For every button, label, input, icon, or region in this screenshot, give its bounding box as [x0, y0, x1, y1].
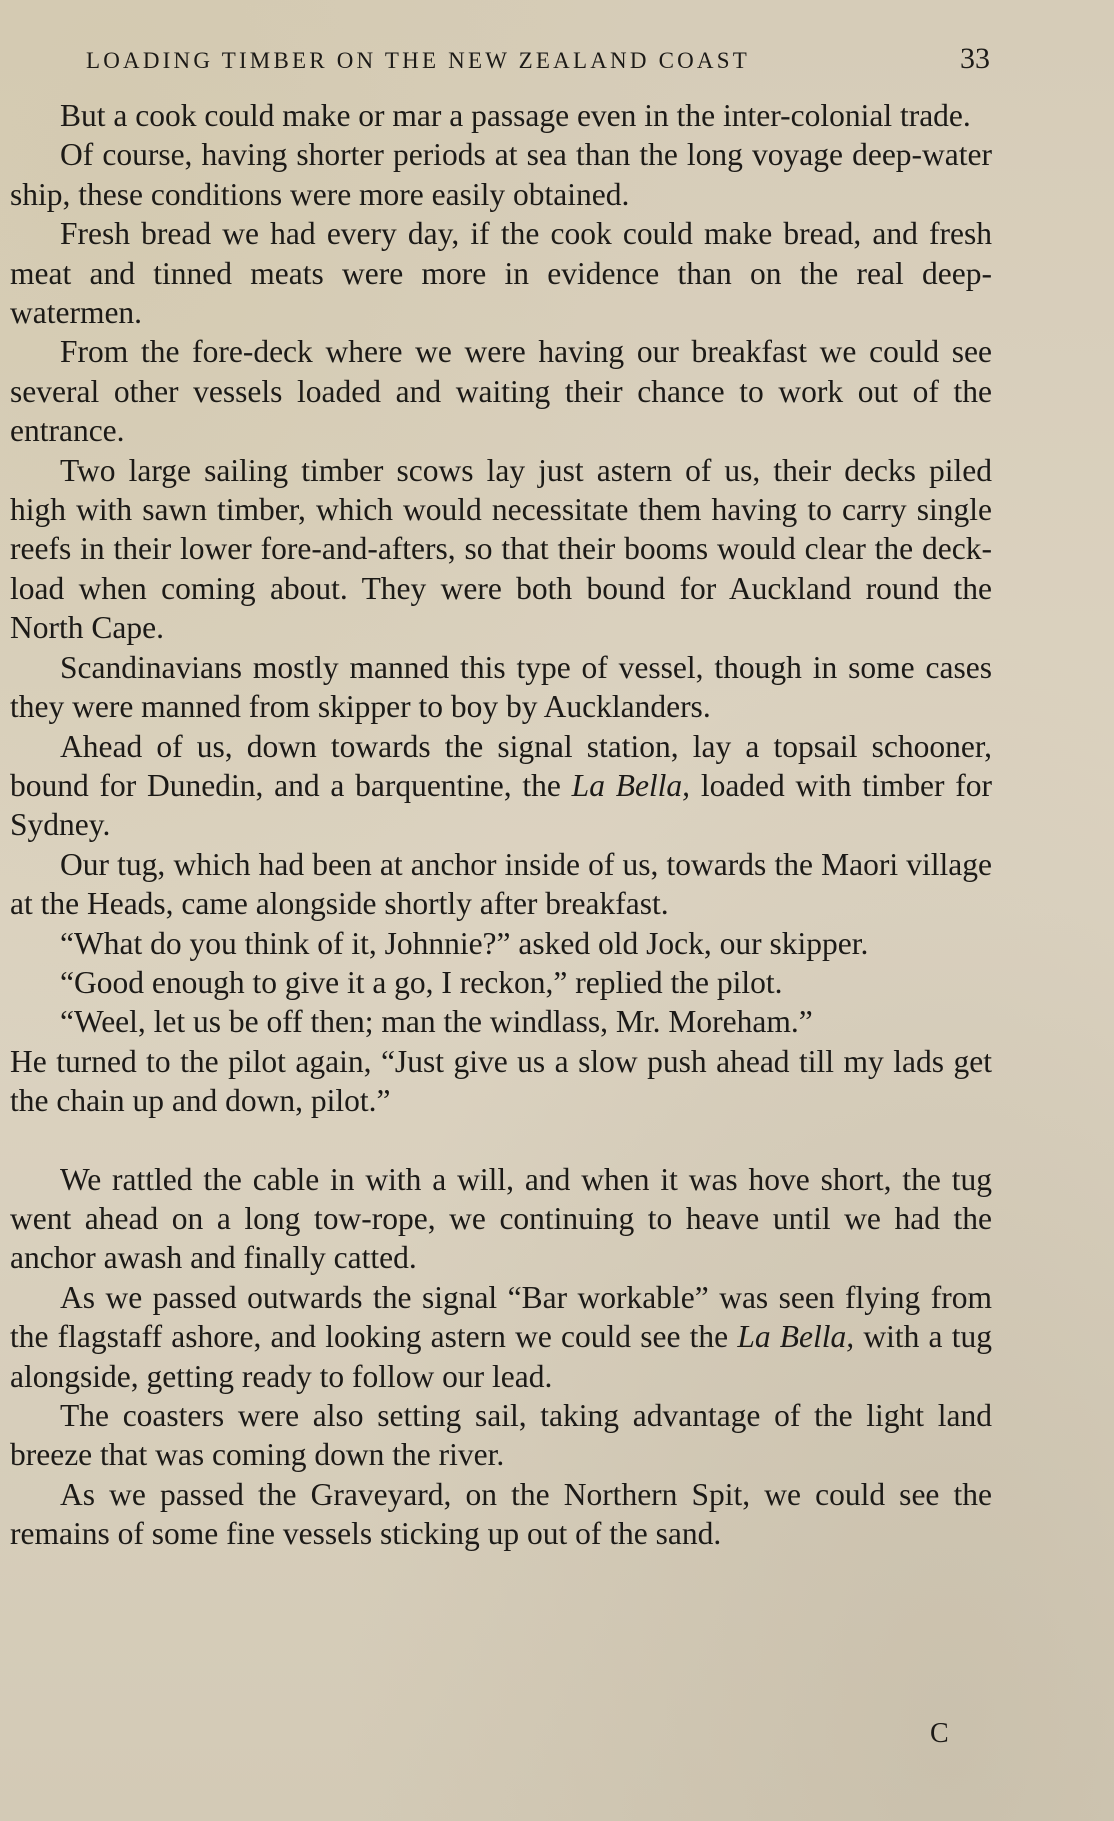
paragraph: We rattled the cable in with a will, and when it was hove short, the tug went ahead on a long tow-rope, we continuing to heave until we had the anchor awash and finally catted.	[10, 1161, 992, 1276]
paragraph: As we passed the Graveyard, on the Northern Spit, we could see the remains of some fine vessels sticking up out of the sand.	[10, 1476, 992, 1552]
paragraph: But a cook could make or mar a passage even in the inter-colonial trade.	[60, 98, 971, 133]
paragraph-text: loaded with timber for Sydney.	[10, 767, 993, 843]
paragraph-text: Ahead of us, down towards the signal station, lay a topsail schooner, bound for Dunedin, and a barquentine, the	[10, 728, 992, 803]
running-title: LOADING TIMBER ON THE NEW ZEALAND COAST	[86, 48, 750, 73]
ship-name-italic: La Bella,	[571, 767, 691, 803]
paragraph	[10, 727, 992, 845]
paragraph: Scandinavians mostly manned this type of vessel, though in some cases they were manned from skipper to boy by Aucklanders.	[10, 649, 992, 725]
paragraph: Fresh bread we had every day, if the cook could make bread, and fresh meat and tinned meats were more in evidence than on the real deep-watermen.	[10, 216, 992, 331]
body-text	[10, 96, 992, 1554]
paragraph: From the fore-deck where we were having our breakfast we could see several other vessels loaded and waiting their chance to work out of the entrance.	[10, 334, 992, 449]
paragraph	[10, 1278, 992, 1396]
ship-name-italic: La Bella,	[737, 1319, 855, 1355]
running-head	[86, 42, 990, 82]
paragraph-text: with a tug alongside, getting ready to follow our lead.	[10, 1319, 992, 1394]
paragraph-text: As we passed outwards the signal “Bar workable” was seen flying from the flagstaff ashore, and looking astern we could see the	[10, 1279, 992, 1355]
paragraph: He turned to the pilot again, “Just give us a slow push ahead till my lads get the chain up and down, pilot.”	[10, 1043, 992, 1119]
page-number: 33	[960, 42, 990, 75]
dialogue-paragraph: “Weel, let us be off then; man the windlass, Mr. Moreham.”	[60, 1004, 813, 1040]
paragraph: The coasters were also setting sail, taking advantage of the light land breeze that was coming down the river.	[10, 1398, 992, 1473]
paragraph: Our tug, which had been at anchor inside of us, towards the Maori village at the Heads, came alongside shortly after breakfast.	[10, 846, 992, 922]
paragraph: Two large sailing timber scows lay just astern of us, their decks piled high with sawn timber, which would necessitate them having to carry single reefs in their lower fore-and-afters, so that their booms would clear the deck-load when coming about. They were both bound for Auckland round the North Cape.	[10, 452, 992, 646]
dialogue-paragraph: “Good enough to give it a go, I reckon,” replied the pilot.	[60, 964, 783, 1000]
signature-mark: C	[930, 1718, 949, 1749]
dialogue-paragraph: “What do you think of it, Johnnie?” asked old Jock, our skipper.	[60, 925, 869, 961]
paragraph: Of course, having shorter periods at sea than the long voyage deep-water ship, these conditions were more easily obtained.	[10, 137, 992, 212]
